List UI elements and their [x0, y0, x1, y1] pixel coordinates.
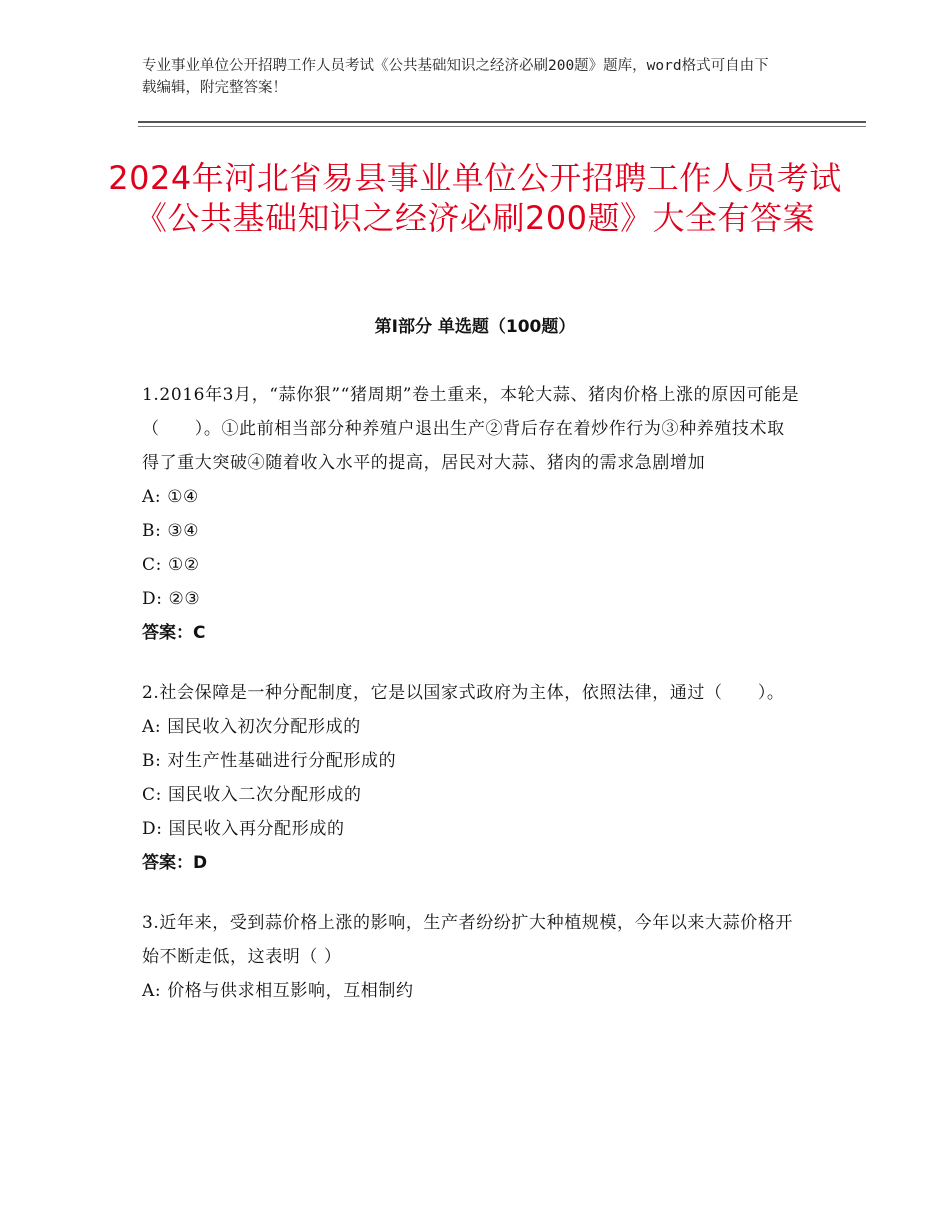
option-a: A: 价格与供求相互影响，互相制约 [142, 981, 414, 1001]
question-2 [142, 676, 802, 880]
header-note: 专业事业单位公开招聘工作人员考试《公共基础知识之经济必刷200题》题库，word格式可自由下载编辑，附完整答案！ [142, 58, 769, 96]
answer: 答案：C [142, 623, 206, 643]
header-divider-thin [138, 126, 866, 127]
option-c: C: ①② [142, 555, 200, 575]
section-heading: 第Ⅰ部分 单选题（100题） [374, 317, 576, 337]
option-c: C: 国民收入二次分配形成的 [142, 785, 362, 805]
option-d: D: 国民收入再分配形成的 [142, 819, 345, 839]
question-stem: 2.社会保障是一种分配制度，它是以国家式政府为主体，依照法律，通过（ ）。 [142, 683, 785, 703]
option-b: B: 对生产性基础进行分配形成的 [142, 751, 397, 771]
question-stem: 3.近年来，受到蒜价格上涨的影响，生产者纷纷扩大种植规模，今年以来大蒜价格开始不断走低，这表明（ ） [142, 913, 794, 967]
question-1 [142, 378, 802, 650]
question-stem: 1.2016年3月，“蒜你狠”“猪周期”卷土重来，本轮大蒜、猪肉价格上涨的原因可能是（ ）。①此前相当部分种养殖户退出生产②背后存在着炒作行为③种养殖技术取得了重大突破④随着收入水平的提高，居民对大蒜、猪肉的需求急剧增加 [142, 385, 800, 473]
question-spacer [142, 650, 802, 676]
answer: 答案：D [142, 853, 208, 873]
question-list [142, 378, 802, 1008]
option-b: B: ③④ [142, 521, 200, 541]
question-3 [142, 906, 802, 1008]
option-a: A: 国民收入初次分配形成的 [142, 717, 361, 737]
document-title: 2024年河北省易县事业单位公开招聘工作人员考试《公共基础知识之经济必刷200题》大全有答案 [108, 159, 842, 237]
option-a: A: ①④ [142, 487, 199, 507]
header-divider [138, 121, 866, 123]
question-spacer [142, 880, 802, 906]
option-d: D: ②③ [142, 589, 201, 609]
